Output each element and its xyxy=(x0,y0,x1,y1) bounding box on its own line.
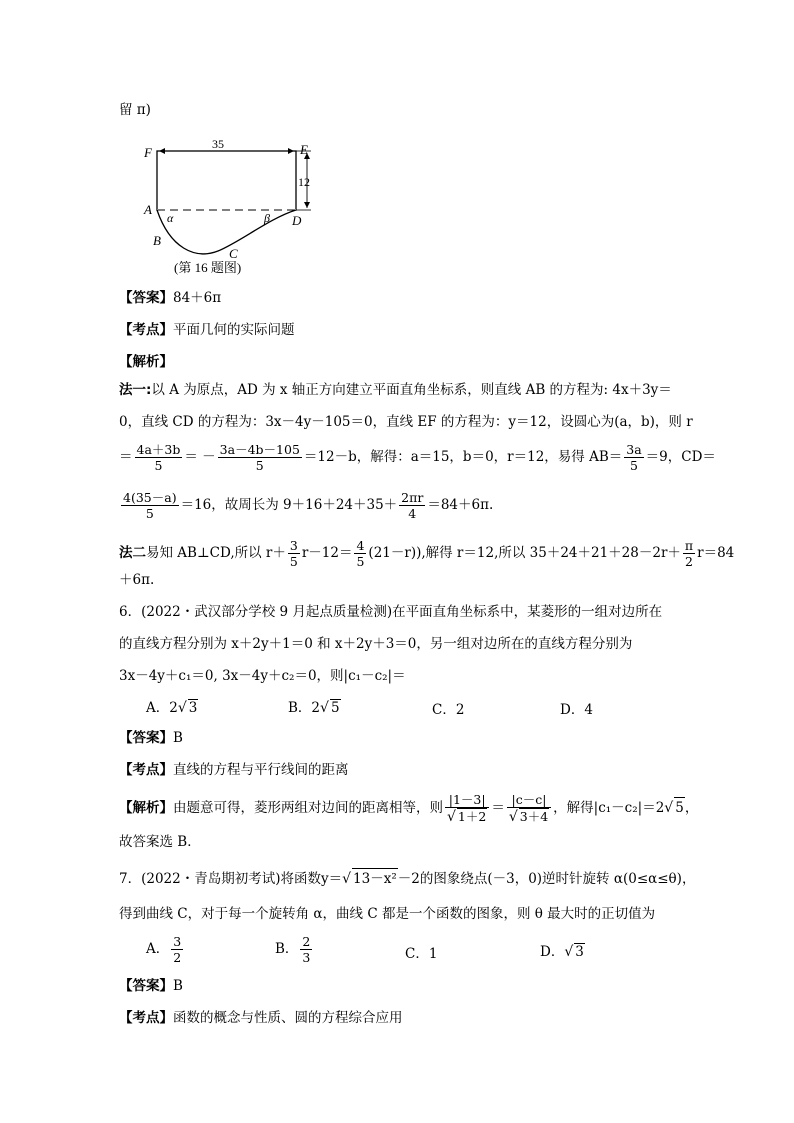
fraction: $\frac{|1-3|}{√ 1+2}$ xyxy=(445,792,489,825)
label-a: A xyxy=(144,202,152,217)
label-beta: β xyxy=(264,211,270,225)
q5-m1-line1: 法一:以 A 为原点，AD 为 x 轴正方向建立平面直角坐标系，则直线 AB 的方程为: 4x＋3y＝ xyxy=(119,382,672,398)
q5-m1-line4: $\frac{4(35-a)}{5}$ ＝16，故周长为 9＋16＋24＋35＋ $\frac{2\pi r}{4}$ ＝84＋6π. xyxy=(123,490,494,521)
label-f: F xyxy=(144,145,152,160)
fraction: $\frac{\pi}{2}$ xyxy=(684,538,694,569)
q6-analysis-line1: 【解析】由题意可得，菱形两组对边间的距离相等，则 $\frac{|1-3|}{√ 1+2}$ ＝ $\frac{|c-c|}{√ 3+4}$ ，解得|c₁－c₂|＝2√ 5， xyxy=(119,792,699,825)
q6-stem-line1: 6．(2022・武汉部分学校 9 月起点质量检测)在平面直角坐标系中，某菱形的一组对边所在 xyxy=(119,604,663,620)
q7-stem-line1: 7．(2022・青岛期初考试)将函数y＝√ 13－x²－2的图象绕点(－3，0)逆时针旋转 α(0≤α≤θ)， xyxy=(119,868,695,889)
q7-keypoint: 【考点】函数的概念与性质、圆的方程综合应用 xyxy=(119,1010,403,1026)
q5-m2-line2: ＋6π. xyxy=(119,572,155,588)
q6-answer: 【答案】B xyxy=(119,730,183,746)
q7-stem-line2: 得到曲线 C，对于每一个旋转角 α，曲线 C 都是一个函数的图象，则 θ 最大时的正切值为 xyxy=(119,906,656,922)
fraction: $\frac{4(35-a)}{5}$ xyxy=(123,490,177,521)
label-d: D xyxy=(292,213,302,228)
q6-option-c: C．2 xyxy=(432,702,465,718)
q7-answer: 【答案】B xyxy=(119,978,183,994)
dim-right: 12 xyxy=(298,175,310,189)
figure-caption: (第 16 题图) xyxy=(174,260,242,275)
q7-option-b: B． $\frac{2}{3}$ xyxy=(275,934,311,965)
top-note: 留 π) xyxy=(119,102,151,118)
fraction: $\frac{4a+3b}{5}$ xyxy=(136,442,181,473)
figure-16 xyxy=(140,138,320,278)
q6-stem-line3: 3x－4y＋c₁＝0, 3x－4y＋c₂＝0，则|c₁－c₂|＝ xyxy=(119,668,406,684)
dim-top: 35 xyxy=(212,138,224,151)
q6-option-d: D．4 xyxy=(560,702,593,718)
fraction: $\frac{2\pi r}{4}$ xyxy=(401,490,424,521)
label-alpha: α xyxy=(167,211,174,225)
q6-option-a: A．2√ 3 xyxy=(146,700,198,716)
fraction: $\frac{3a-4b-105}{5}$ xyxy=(219,442,300,473)
q5-answer: 【答案】84＋6π xyxy=(119,290,222,306)
label-c: C xyxy=(229,246,238,261)
q6-analysis-line2: 故答案选 B． xyxy=(119,834,201,850)
q5-m1-line3: ＝ $\frac{4a+3b}{5}$ ＝ － $\frac{3a-4b-105}{5}$ ＝12－b，解得：a＝15，b＝0，r＝12，易得 AB＝ $\frac{3a}{5}$ ＝9，CD＝ xyxy=(119,442,716,473)
label-b: B xyxy=(153,233,161,248)
q6-option-b: B．2√ 5 xyxy=(288,700,340,716)
label-e: E xyxy=(300,142,308,157)
fraction: $\frac{|c-c|}{√ 3+4}$ xyxy=(507,792,551,825)
fraction: $\frac{3a}{5}$ xyxy=(626,442,642,473)
q7-option-d: D．√ 3 xyxy=(540,944,584,960)
fraction: $\frac{4}{5}$ xyxy=(356,538,365,569)
q5-keypoint: 【考点】平面几何的实际问题 xyxy=(119,322,295,338)
q6-stem-line2: 的直线方程分别为 x＋2y＋1＝0 和 x＋2y＋3＝0，另一组对边所在的直线方程分别为 xyxy=(119,636,633,652)
q5-m2-line1: 法二易知 AB⊥CD,所以 r＋ $\frac{3}{5}$ r－12＝ $\frac{4}{5}$ (21－r)),解得 r＝12,所以 35＋24＋21＋28－2r＋ $\frac{\pi}{2}$ r＝84 xyxy=(119,538,735,569)
q7-option-c: C．1 xyxy=(405,946,438,962)
q7-option-a: A． $\frac{3}{2}$ xyxy=(146,934,182,965)
q6-keypoint: 【考点】直线的方程与平行线间的距离 xyxy=(119,762,349,778)
q5-m1-line2: 0，直线 CD 的方程为：3x－4y－105＝0，直线 EF 的方程为：y＝12，设圆心为(a，b)，则 r xyxy=(119,414,693,430)
q5-analysis-label: 【解析】 xyxy=(119,354,173,370)
fraction: $\frac{3}{5}$ xyxy=(289,538,298,569)
